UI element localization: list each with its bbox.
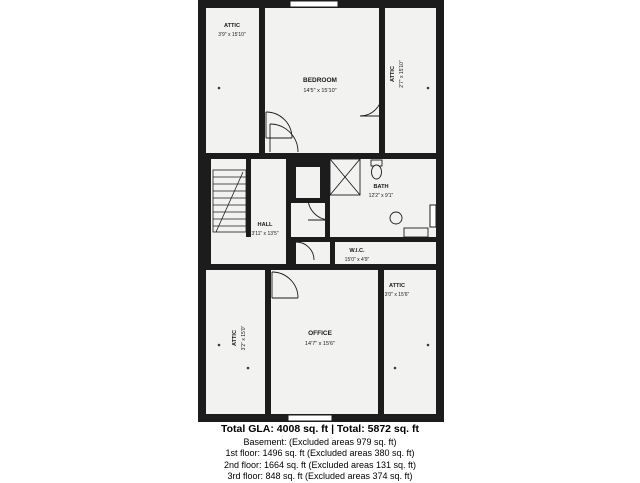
- room-dimension: 14'5" x 15'10": [303, 88, 337, 94]
- room-name: ATTIC: [390, 65, 396, 83]
- room-name: ATTIC: [232, 329, 238, 347]
- room-name: W.I.C.: [349, 248, 365, 254]
- room-dimension: 3'9" x 15'10": [218, 32, 246, 38]
- staircase: [213, 170, 246, 232]
- room-dimension: 3'11" x 13'5": [251, 231, 279, 237]
- basement-area-line: Basement: (Excluded areas 979 sq. ft): [243, 436, 397, 447]
- room-name: OFFICE: [308, 330, 332, 337]
- third-floor-area-line: 3rd floor: 848 sq. ft (Excluded areas 374 sq. ft): [227, 471, 413, 481]
- room-dimension: 14'7" x 15'6": [304, 341, 336, 347]
- first-floor-area-line: 1st floor: 1496 sq. ft (Excluded areas 380 sq. ft): [225, 448, 415, 458]
- room-dimension: 15'0" x 4'9": [344, 257, 370, 263]
- room-name: ATTIC: [388, 283, 406, 289]
- room-dimension: 3'0" x 15'6": [384, 292, 410, 298]
- total-gla-line: Total GLA: 4008 sq. ft | Total: 5872 sq. ft: [221, 423, 419, 435]
- room-dimension: 2'7" x 15'10": [399, 60, 405, 88]
- second-floor-area-line: 2nd floor: 1664 sq. ft (Excluded areas 131 sq. ft): [223, 459, 417, 470]
- room-dimension: 12'2" x 9'1": [368, 193, 394, 199]
- room-name: HALL: [257, 222, 273, 228]
- area-summary: [0, 424, 640, 483]
- room-name: ATTIC: [223, 23, 241, 29]
- room-dimension: 3'2" x 15'0": [241, 325, 247, 351]
- room-name: BATH: [373, 184, 389, 190]
- room-name: BEDROOM: [303, 77, 337, 84]
